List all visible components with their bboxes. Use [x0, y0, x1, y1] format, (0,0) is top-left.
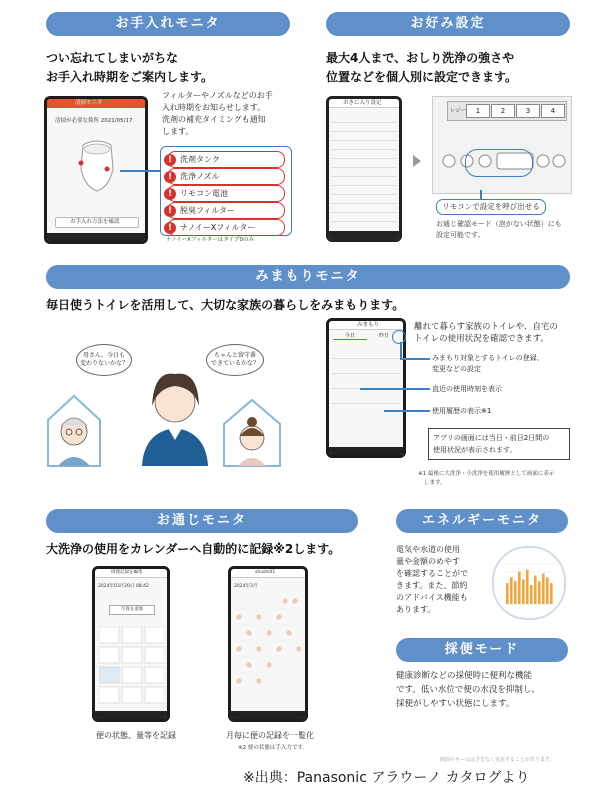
alert-icon: ! [164, 205, 176, 217]
pref-phone-screen [326, 96, 402, 242]
toilet-illustration [75, 139, 119, 195]
energy-desc-1: 電気や水道の使用 [396, 545, 460, 554]
energy-desc-3: を確認することがで [396, 569, 468, 578]
bowel-caption-record: 便の状態、量等を記録 [96, 731, 176, 740]
alert-icon: ! [164, 188, 176, 200]
connector-settings-h [400, 358, 430, 360]
bowel-phone2-month: 2024年3月 [234, 584, 258, 589]
energy-bar [538, 581, 541, 604]
remote-control-panel [432, 96, 572, 194]
bowel-calendar-grid [234, 597, 304, 697]
energy-monitor-heading: エネルギーモニタ [396, 509, 568, 533]
bowel-lead: 大洗浄の使用をカレンダーへ自動的に記録※2します。 [46, 542, 341, 556]
bowel-calendar-phone [228, 566, 308, 722]
watch-phone-header: みまもり [357, 322, 380, 328]
bowel-phone1-date: 2024年03月20日 08:42 [98, 584, 149, 589]
remote-presets-area [447, 101, 567, 121]
care-lead-line1: つい忘れてしまいがちな [46, 51, 179, 65]
watch-settings-ring [392, 330, 406, 344]
pref-lead-line1: 最大4人まで、おしり洗浄の強さや [326, 51, 515, 65]
alert-icon: ! [164, 154, 176, 166]
care-desc-1: フィルターやノズルなどのお手 [162, 91, 273, 100]
sample-desc-2: です。低い水位で便の水没を抑制し、 [396, 685, 540, 695]
remote-highlight-ring [465, 149, 533, 177]
energy-bar [522, 579, 525, 604]
energy-bar [514, 581, 517, 604]
sample-faint-note: 画面やキーはは予告なく変更することがあります。 [440, 757, 555, 763]
bowel-caption-calendar: 月毎に便の記録を一覧化 [226, 731, 314, 740]
speech-bubble-left: 母さん、今日も 変わりないかな？ [76, 344, 132, 376]
sample-mode-heading: 採便モード [396, 638, 568, 662]
sample-desc-1: 健康診断などの採便時に便利な機能 [396, 671, 533, 681]
watch-right-lead-1: 離れて暮らす家族のトイレや、自宅の [414, 322, 558, 332]
energy-bar-graph [494, 548, 564, 618]
care-monitor-heading: お手入れモニタ [46, 12, 290, 36]
care-lead-line2: お手入れ時期をご案内します。 [46, 70, 214, 84]
energy-bar [530, 585, 533, 604]
care-desc-2: 入れ時期をお知らせします。 [162, 103, 266, 112]
family-illustration [44, 340, 306, 468]
watch-tab-yesterday[interactable]: 昨日 [378, 333, 389, 339]
energy-graph-circle [492, 546, 566, 620]
item-nanoe-filter: ! ナノイーXフィルター [167, 219, 285, 236]
watch-footnote-2: します。 [424, 480, 446, 486]
energy-bar [506, 583, 509, 604]
watch-monitor-heading: みまもりモニタ [46, 265, 570, 289]
energy-bar [518, 572, 521, 604]
care-desc-3: 洗剤の補充タイミングも通知 [162, 115, 266, 124]
pref-lead-line2: 位置などを個人別に設定できます。 [326, 70, 518, 84]
care-phone-line: 清掃が必要な箇所 2021/05/17 [55, 118, 133, 124]
care-connector-line [120, 170, 162, 172]
bowel-note: ※2 便の状態は手入力です。 [238, 745, 308, 751]
care-desc-4: します。 [162, 127, 194, 136]
energy-bar [542, 574, 545, 604]
watch-right-lead-2: トイレの使用状況を確認できます。 [414, 334, 549, 344]
care-phone-button-label: お手入れ方法を確認 [70, 219, 120, 225]
connector-recent-h [360, 388, 430, 390]
energy-desc-5: のアドバイス機能も [396, 593, 468, 602]
remote-label: レジー [450, 108, 467, 114]
pref-callout: リモコンで設定を呼び出せる [436, 199, 546, 215]
energy-desc-6: あります。 [396, 605, 436, 614]
alert-icon: ! [164, 171, 176, 183]
connector-settings-v [400, 342, 402, 358]
pref-note-2: 設定可能です。 [436, 231, 485, 239]
source-credit: ※出典：Panasonic アラウーノ カタログより [243, 770, 530, 786]
watch-info-box [428, 428, 570, 460]
bowel-phone2-header: shushi01 [255, 570, 276, 575]
bowel-add-photo-button[interactable]: 写真を追加 [109, 605, 155, 615]
watch-lead: 毎日使うトイレを活用して、大切な家族の暮らしをみまもります。 [46, 298, 405, 312]
energy-desc-4: きます。また、節約 [396, 581, 468, 590]
care-items-box [160, 146, 292, 236]
watch-label-history: 使用履歴の表示※1 [432, 407, 492, 415]
watch-footnote-1: ※1 最後に大洗浄・小洗浄を使用履歴として画面に表示 [418, 471, 555, 477]
watch-label-recent: 直近の使用時刻を表示 [432, 385, 502, 393]
pref-note-1: お通じ確認モード（泡がない状態）にも [436, 220, 562, 228]
care-phone-button[interactable] [55, 217, 139, 228]
remote-key-3[interactable]: 3 [516, 104, 540, 118]
energy-bar [546, 577, 549, 604]
remote-key-1[interactable]: 1 [466, 104, 490, 118]
bowel-stool-grid [99, 627, 165, 707]
care-phone-header: 清掃モニタ [75, 100, 103, 106]
arrow-right-icon [413, 155, 421, 167]
connector-history-h [384, 410, 430, 412]
item-wash-nozzle: ! 洗浄ノズル [167, 168, 285, 185]
watch-tab-today[interactable]: 今日 [333, 332, 367, 340]
item-deodorizer-filter: ! 脱臭フィルター [167, 202, 285, 219]
pref-phone-header: おきに入り設定 [343, 100, 382, 106]
energy-bar [534, 576, 537, 605]
item-remote-battery: ! リモコン電池 [167, 185, 285, 202]
remote-key-4[interactable]: 4 [541, 104, 565, 118]
care-note: ナノイーXフィルターはタイプ0のみ [166, 237, 254, 243]
remote-key-2[interactable]: 2 [491, 104, 515, 118]
sample-desc-3: 採便がしやすい状態にします。 [396, 699, 515, 709]
energy-desc-2: 量や金額のめやす [396, 557, 460, 566]
preference-heading: お好み設定 [326, 12, 570, 36]
watch-label-settings-1: みまもり対象とするトイレの登録、 [432, 354, 544, 362]
watch-box-line2: 使用状況が表示されます。 [433, 446, 517, 454]
bowel-monitor-heading: お通じモニタ [46, 509, 358, 533]
energy-bar [550, 583, 553, 604]
energy-bar [510, 577, 513, 604]
alert-icon: ! [164, 222, 176, 234]
speech-bubble-right: ちゃんと留守番 できているかな？ [206, 344, 264, 376]
watch-box-line1: アプリの画面には当日・前日2日間の [433, 434, 550, 442]
watch-label-settings-2: 変更などの設定 [432, 365, 481, 373]
energy-bar [526, 570, 529, 604]
bowel-record-phone [92, 566, 170, 722]
bowel-phone1-header: 排便記録を編集 [111, 570, 143, 575]
item-detergent-tank: ! 洗剤タンク [167, 151, 285, 168]
